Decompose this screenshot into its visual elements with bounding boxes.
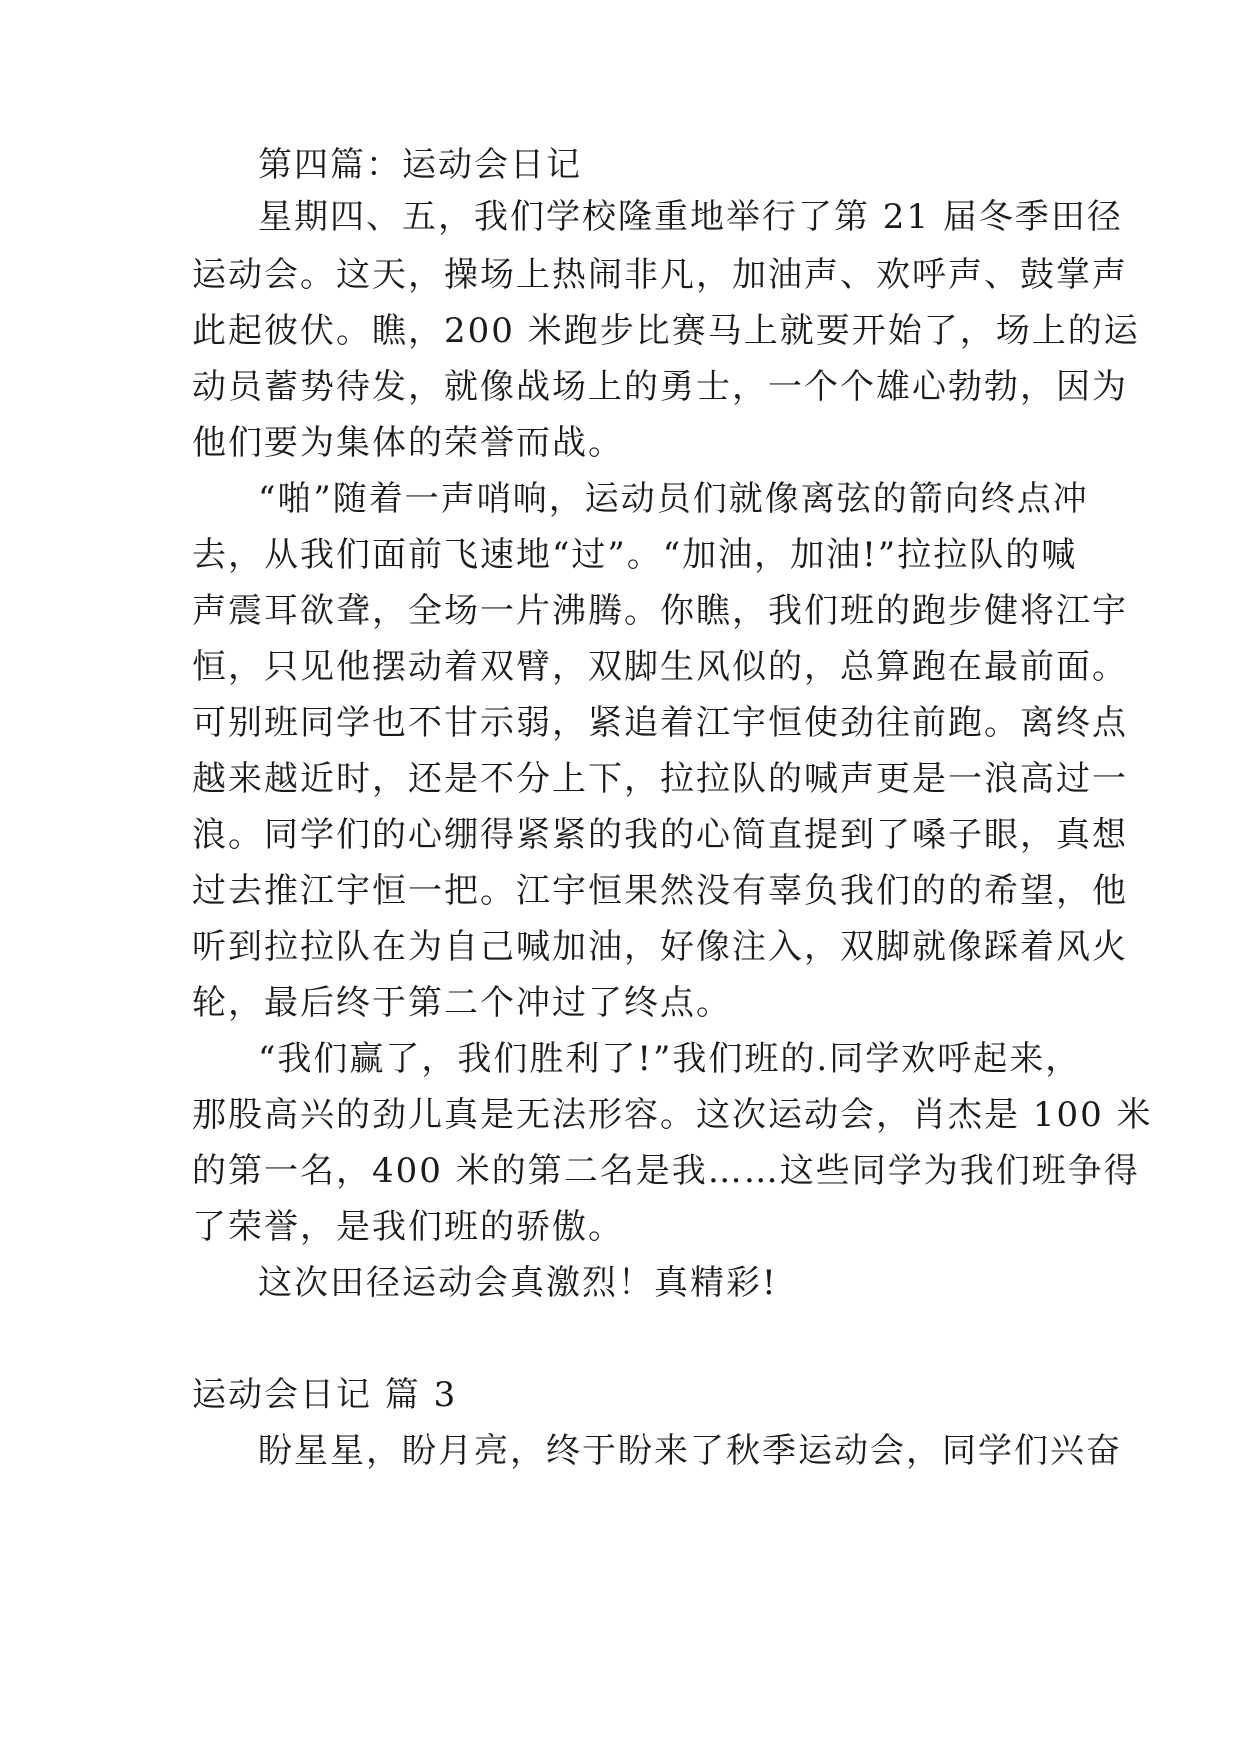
- paragraph-line: 轮，最后终于第二个冲过了终点。: [192, 983, 732, 1023]
- paragraph-line: “啪”随着一声哨响，运动员们就像离弦的箭向终点冲: [258, 479, 1089, 519]
- section-title: 运动会日记 篇 3: [192, 1375, 458, 1415]
- paragraph-line: 盼星星，盼月亮，终于盼来了秋季运动会，同学们兴奋: [258, 1431, 1122, 1471]
- paragraph-line: 声震耳欲聋，全场一片沸腾。你瞧，我们班的跑步健将江宇: [192, 591, 1128, 631]
- paragraph-line: 运动会。这天，操场上热闹非凡，加油声、欢呼声、鼓掌声: [192, 255, 1128, 295]
- paragraph-line: 越来越近时，还是不分上下，拉拉队的喊声更是一浪高过一: [192, 759, 1128, 799]
- paragraph-line: 星期四、五，我们学校隆重地举行了第 21 届冬季田径: [258, 197, 1123, 237]
- paragraph-line: 浪。同学们的心绷得紧紧的我的心简直提到了嗓子眼，真想: [192, 815, 1128, 855]
- paragraph-line: “我们赢了，我们胜利了!”我们班的.同学欢呼起来，: [258, 1039, 1082, 1079]
- paragraph-line: 去，从我们面前飞速地“过”。“加油，加油!”拉拉队的喊: [192, 535, 1078, 575]
- paragraph-line: 恒，只见他摆动着双臂，双脚生风似的，总算跑在最前面。: [192, 647, 1128, 687]
- paragraph-line: 他们要为集体的荣誉而战。: [192, 423, 624, 463]
- paragraph-line: 此起彼伏。瞧，200 米跑步比赛马上就要开始了，场上的运: [192, 311, 1140, 351]
- paragraph-line: 这次田径运动会真激烈！真精彩!: [258, 1263, 778, 1303]
- paragraph-line: 可别班同学也不甘示弱，紧追着江宇恒使劲往前跑。离终点: [192, 703, 1128, 743]
- paragraph-line: 了荣誉，是我们班的骄傲。: [192, 1207, 624, 1247]
- paragraph-line: 的第一名，400 米的第二名是我……这些同学为我们班争得: [192, 1151, 1140, 1191]
- paragraph-line: 过去推江宇恒一把。江宇恒果然没有辜负我们的的希望，他: [192, 871, 1128, 911]
- paragraph-line: 听到拉拉队在为自己喊加油，好像注入，双脚就像踩着风火: [192, 927, 1128, 967]
- paragraph-line: 那股高兴的劲儿真是无法形容。这次运动会，肖杰是 100 米: [192, 1095, 1153, 1135]
- paragraph-line: 动员蓄势待发，就像战场上的勇士，一个个雄心勃勃，因为: [192, 367, 1128, 407]
- section-heading: 第四篇：运动会日记: [258, 145, 582, 185]
